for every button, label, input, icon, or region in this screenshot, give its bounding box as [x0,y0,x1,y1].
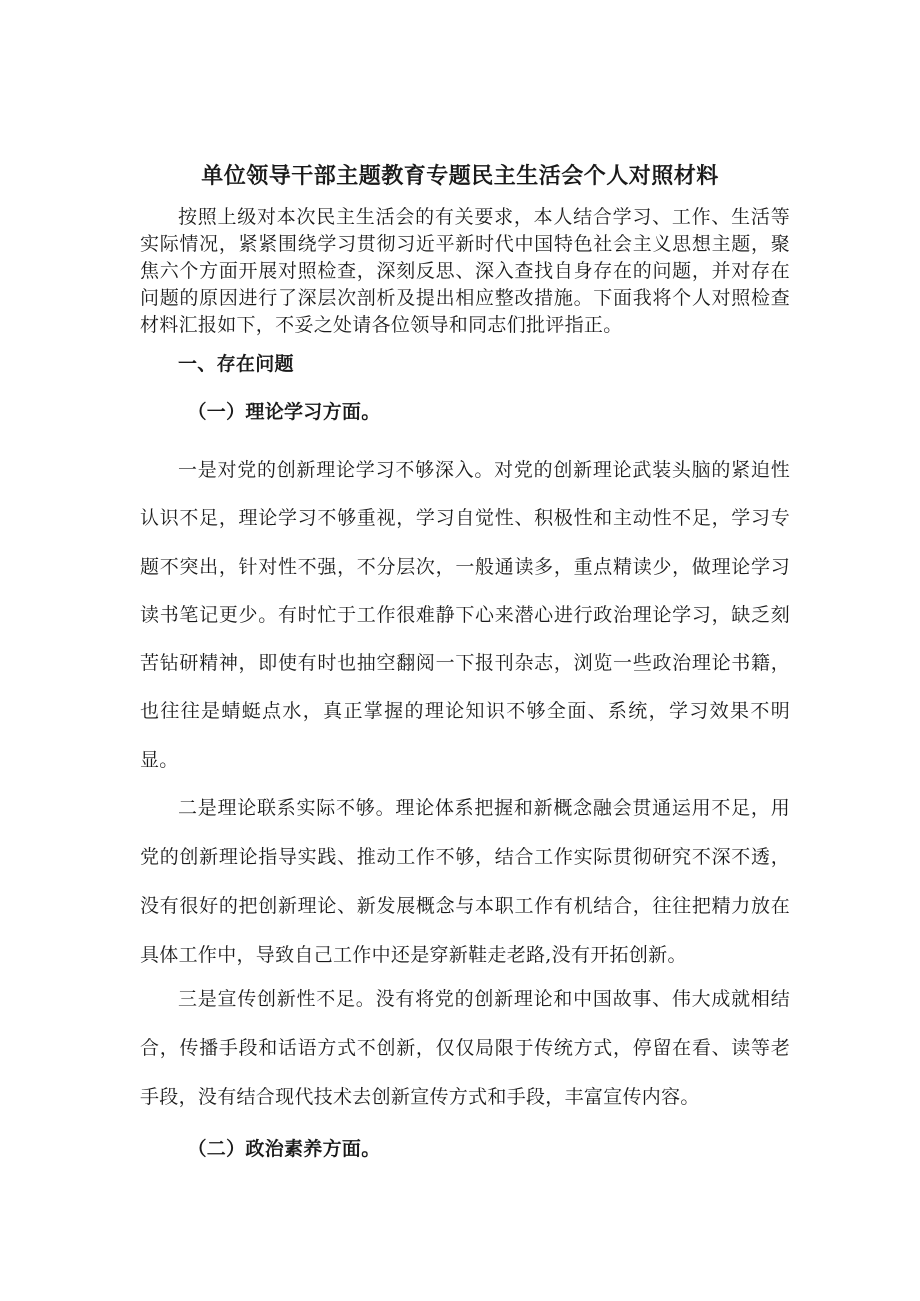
subsection-heading-political-quality: （二）政治素养方面。 [187,1138,381,1160]
subsection-heading-theory-study: （一）理论学习方面。 [187,401,381,423]
intro-paragraph: 按照上级对本次民主生活会的有关要求，本人结合学习、工作、生活等实际情况，紧紧围绕学习贯彻习近平新时代中国特色社会主义思想主题，聚焦六个方面开展对照检查，深刻反思、深入查找自身存在的问题，并对存在问题的原因进行了深层次剖析及提出相应整改措施。下面我将个人对照检查材料汇报如下，不妥之处请各位领导和同志们批评指正。 [140,206,790,336]
paragraph-point-two: 二是理论联系实际不够。理论体系把握和新概念融会贯通运用不足，用党的创新理论指导实践、推动工作不够，结合工作实际贯彻研究不深不透，没有很好的把创新理论、新发展概念与本职工作有机结合，往往把精力放在具体工作中，导致自己工作中还是穿新鞋走老路,没有开拓创新。 [140,797,790,966]
paragraph-point-three: 三是宣传创新性不足。没有将党的创新理论和中国故事、伟大成就相结合，传播手段和话语方式不创新，仅仅局限于传统方式，停留在看、读等老手段，没有结合现代技术去创新宣传方式和手段，丰富宣传内容。 [140,988,790,1108]
paragraph-point-one: 一是对党的创新理论学习不够深入。对党的创新理论武装头脑的紧迫性认识不足，理论学习不够重视，学习自觉性、积极性和主动性不足，学习专题不突出，针对性不强，不分层次，一般通读多，重点精读少，做理论学习读书笔记更少。有时忙于工作很难静下心来潜心进行政治理论学习，缺乏刻苦钻研精神，即使有时也抽空翻阅一下报刊杂志，浏览一些政治理论书籍，也往往是蜻蜓点水，真正掌握的理论知识不够全面、系统，学习效果不明显。 [140,459,790,771]
document-title: 单位领导干部主题教育专题民主生活会个人对照材料 [201,163,719,189]
section-heading-problems: 一、存在问题 [178,353,294,375]
